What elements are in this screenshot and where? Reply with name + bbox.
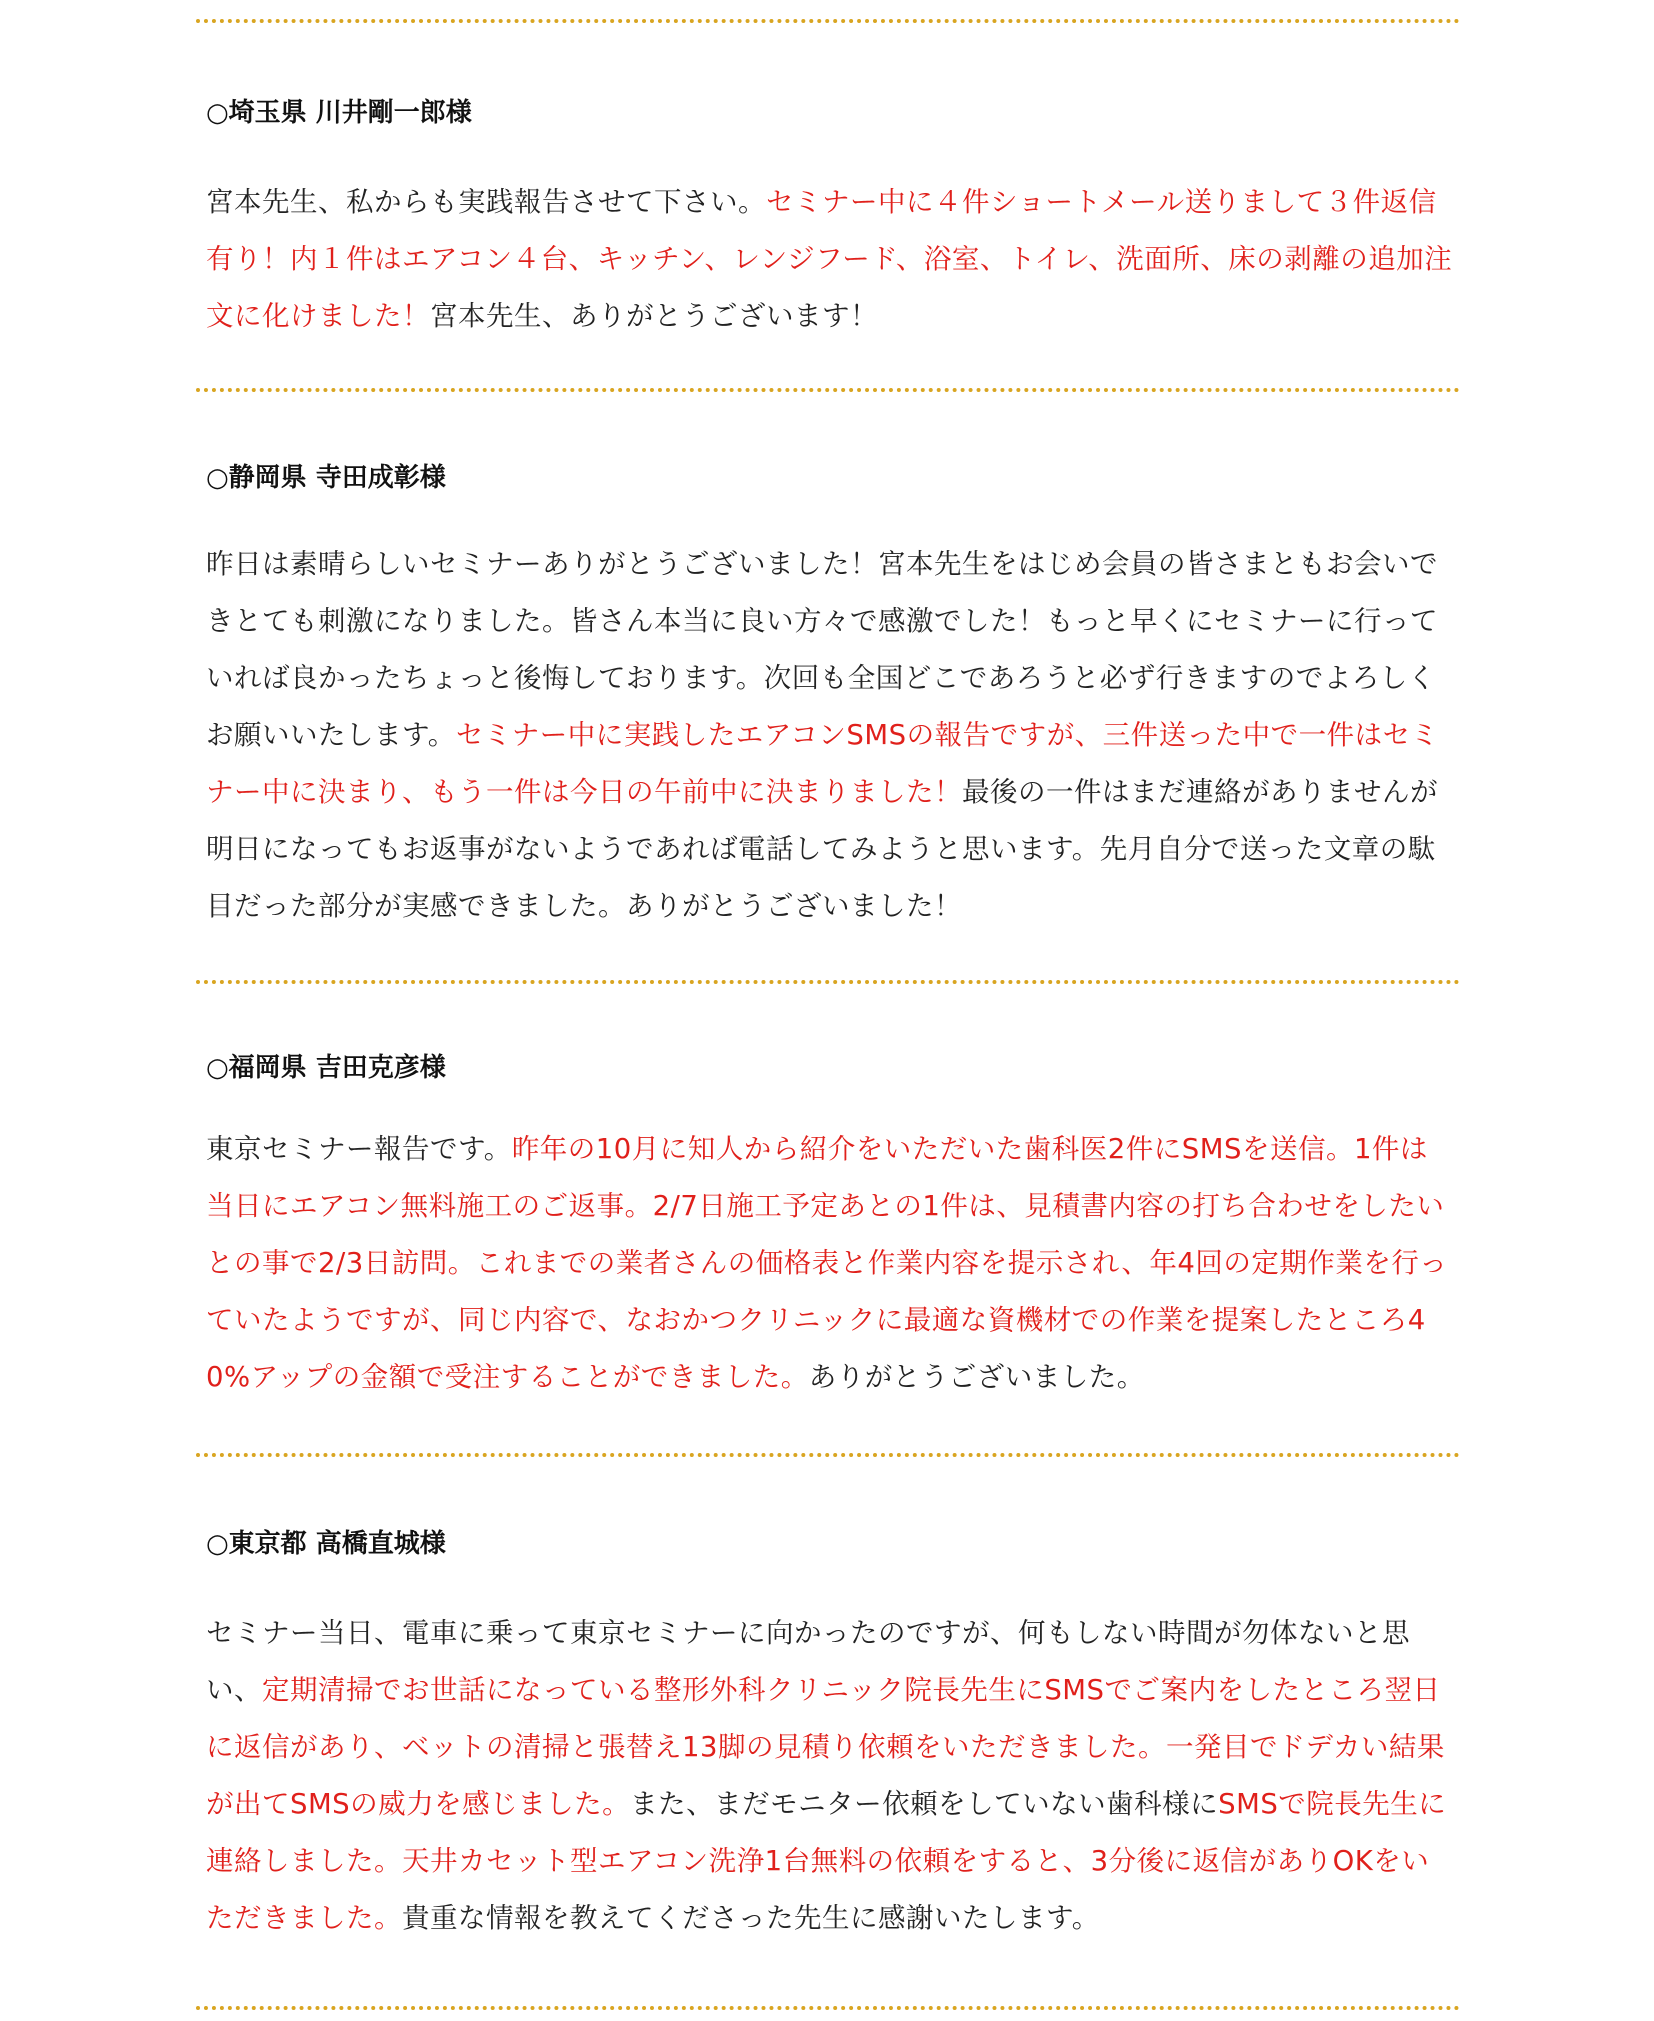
highlight-text: 定期清掃でお世話になっている整形外科クリニック院長先生にSMSでご案内をしたところ翌日に返信があり、ベットの清掃と張替え13脚の見積り依頼をいただきました。一発目でドデカい結果が出てSMSの威力を感じました。 [206,1674,1445,1820]
testimonial-terada [206,462,1454,935]
testimonial-body [206,536,1454,935]
body-text: また、まだモニター依頼をしていない歯科様に [630,1788,1219,1820]
dotted-divider [196,2006,1460,2010]
dotted-divider [196,980,1460,984]
testimonial-name: ○東京都 高橋直城様 [206,1529,446,1559]
testimonial-name: ○埼玉県 川井剛一郎様 [206,98,472,128]
testimonial-yoshida [206,1052,1454,1406]
testimonial-body [206,174,1454,345]
body-text: ありがとうございました。 [808,1361,1145,1393]
testimonial-name: ○静岡県 寺田成彰様 [206,463,446,493]
body-text: 宮本先生、私からも実践報告させて下さい。 [206,186,766,218]
testimonial-body [206,1121,1454,1406]
body-text: 宮本先生、ありがとうございます！ [430,300,878,332]
dotted-divider [196,19,1460,23]
highlight-text: SMSで院長先生に連絡しました。天井カセット型エアコン洗浄1台無料の依頼をすると、3分後に返信がありOKをいただきました。 [206,1788,1447,1934]
testimonial-body [206,1605,1454,1947]
highlight-text: セミナー中に４件ショートメール送りまして３件返信有り！内１件はエアコン４台、キッチン、レンジフード、浴室、トイレ、洗面所、床の剥離の追加注文に化けました！ [206,186,1453,332]
testimonial-kawai [206,97,1454,345]
testimonial-name: ○福岡県 吉田克彦様 [206,1053,446,1083]
testimonial-takahashi [206,1528,1454,1947]
highlight-text: 昨年の10月に知人から紹介をいただいた歯科医2件にSMSを送信。1件は当日にエアコン無料施工のご返事。2/7日施工予定あとの1件は、見積書内容の打ち合わせをしたいとの事で2/3日訪問。これまでの業者さんの価格表と作業内容を提示され、年4回の定期作業を行っていたようですが、同じ内容で、なおかつクリニックに最適な資機材での作業を提案したところ40%アップの金額で受注することができました。 [206,1133,1448,1393]
body-text: 最後の一件はまだ連絡がありませんが明日になってもお返事がないようであれば電話してみようと思います。先月自分で送った文章の駄目だった部分が実感できました。ありがとうございました！ [206,776,1438,922]
highlight-text: セミナー中に実践したエアコンSMSの報告ですが、三件送った中で一件はセミナー中に決まり、もう一件は今日の午前中に決まりました！ [206,719,1439,808]
dotted-divider [196,388,1460,392]
body-text: 貴重な情報を教えてくださった先生に感謝いたします。 [402,1902,1100,1934]
dotted-divider [196,1453,1460,1457]
body-text: セミナー当日、電車に乗って東京セミナーに向かったのですが、何もしない時間が勿体ないと思い、 [206,1617,1410,1706]
body-text: 昨日は素晴らしいセミナーありがとうございました！宮本先生をはじめ会員の皆さまともお会いできとても刺激になりました。皆さん本当に良い方々で感激でした！もっと早くにセミナーに行っていれば良かったちょっと後悔しております。次回も全国どこであろうと必ず行きますのでよろしくお願いいたします。 [206,548,1438,751]
body-text: 東京セミナー報告です。 [206,1133,512,1165]
